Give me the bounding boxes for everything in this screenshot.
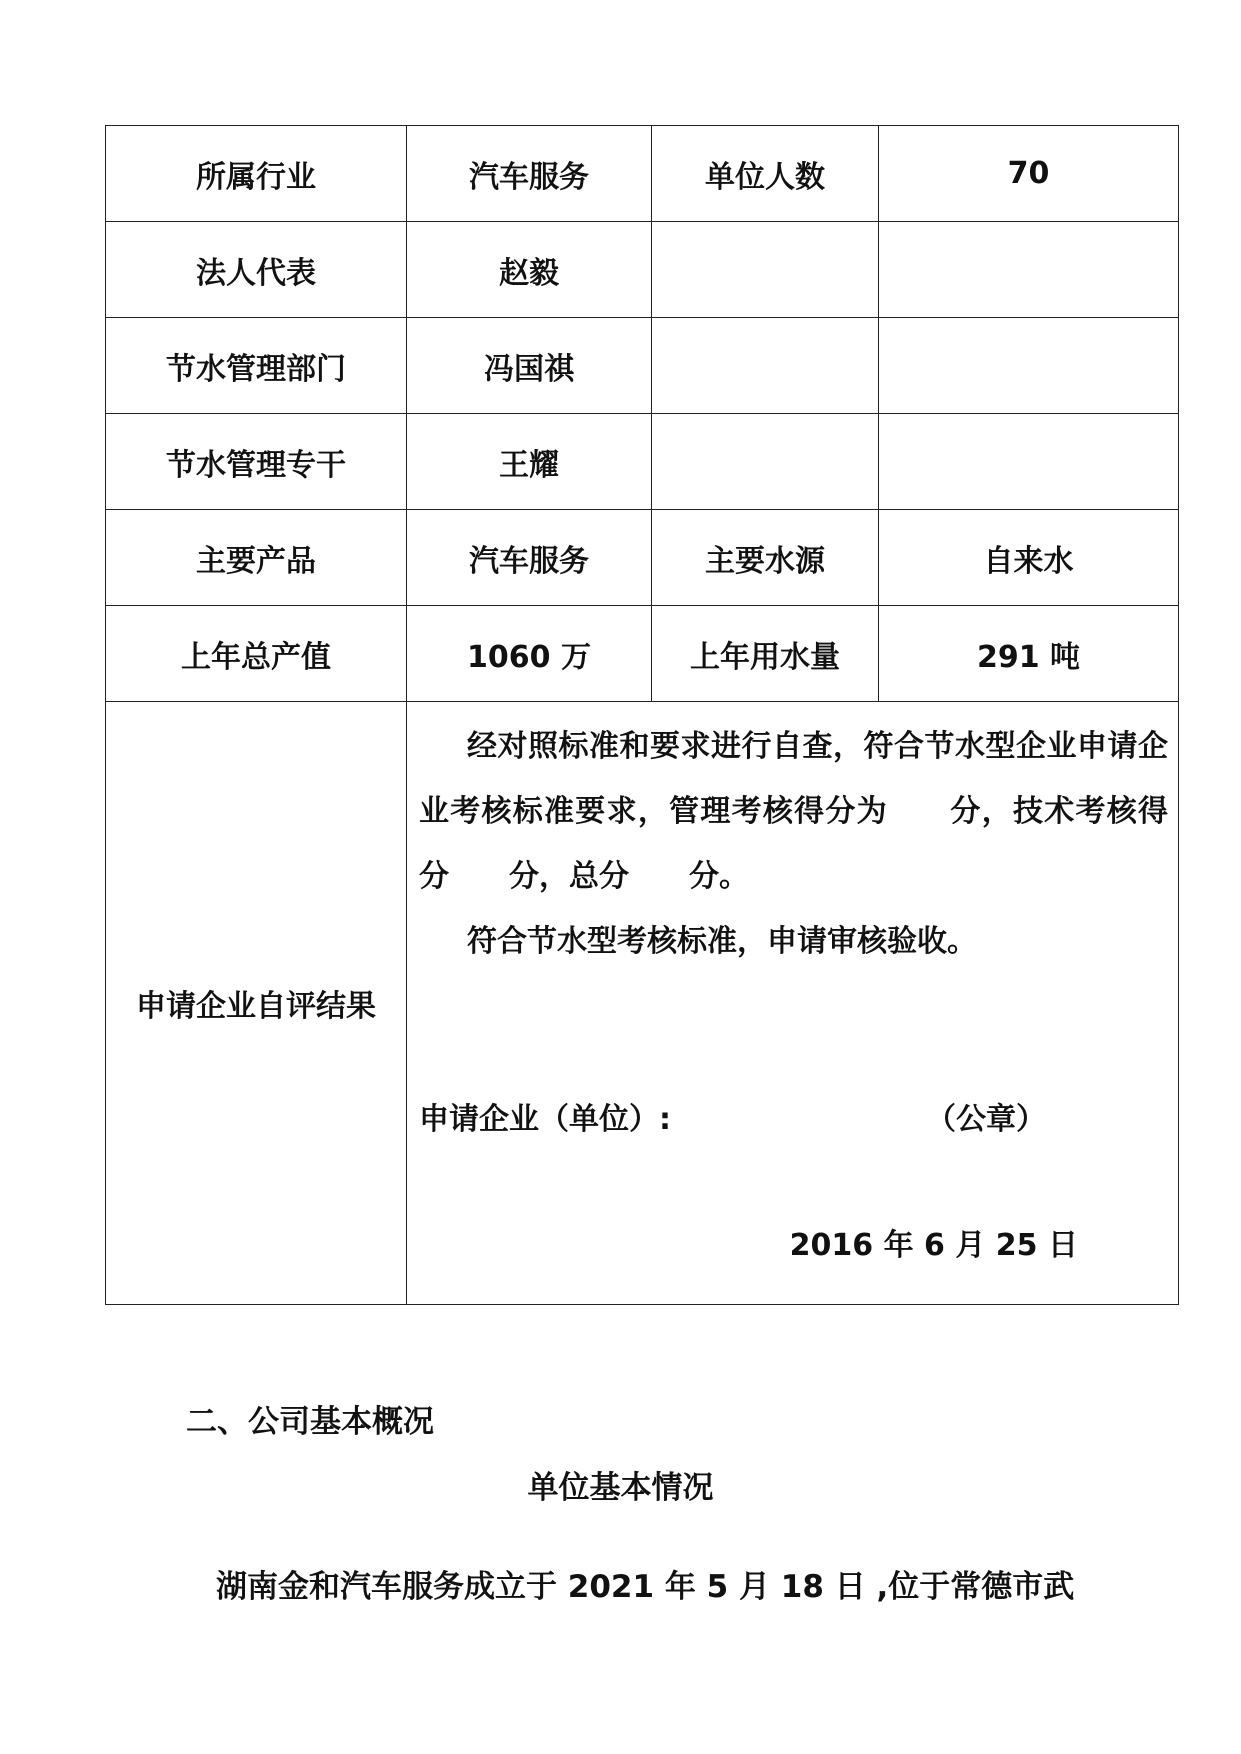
intro-paragraph: 湖南金和汽车服务成立于 2021 年 5 月 18 日 ,位于常德市武 bbox=[216, 1569, 1075, 1605]
table-cell: 节水管理部门 bbox=[106, 318, 407, 414]
table-cell: 主要水源 bbox=[652, 510, 879, 606]
table-cell: 法人代表 bbox=[106, 222, 407, 318]
table-cell bbox=[879, 222, 1179, 318]
section-subtitle: 单位基本情况 bbox=[527, 1470, 714, 1506]
table-cell bbox=[879, 318, 1179, 414]
table-cell: 291 吨 bbox=[879, 606, 1179, 702]
table-cell: 70 bbox=[879, 126, 1179, 222]
table-cell: 节水管理专干 bbox=[106, 414, 407, 510]
table-cell: 上年总产值 bbox=[106, 606, 407, 702]
table-cell: 汽车服务 bbox=[407, 126, 652, 222]
table-cell bbox=[879, 414, 1179, 510]
table-cell: 上年用水量 bbox=[652, 606, 879, 702]
table-row bbox=[106, 414, 1179, 510]
table-cell: 冯国祺 bbox=[407, 318, 652, 414]
table-cell: 赵毅 bbox=[407, 222, 652, 318]
assessment-content bbox=[407, 702, 1179, 1305]
table-cell: 王耀 bbox=[407, 414, 652, 510]
table-cell: 汽车服务 bbox=[407, 510, 652, 606]
table-row bbox=[106, 222, 1179, 318]
table-cell: 主要产品 bbox=[106, 510, 407, 606]
table-row bbox=[106, 126, 1179, 222]
assessment-text bbox=[419, 714, 1168, 974]
assessment-label: 申请企业自评结果 bbox=[106, 702, 407, 1305]
table-row bbox=[106, 510, 1179, 606]
section-heading: 二、公司基本概况 bbox=[186, 1404, 434, 1440]
applicant-seal-line: 申请企业（单位）: （公章） bbox=[419, 1102, 1046, 1137]
table-row bbox=[106, 606, 1179, 702]
table-cell bbox=[652, 414, 879, 510]
application-form-table bbox=[105, 125, 1179, 1305]
assessment-date: 2016 年 6 月 25 日 bbox=[789, 1228, 1078, 1263]
assessment-paragraph-2: 符合节水型考核标准，申请审核验收。 bbox=[467, 924, 977, 959]
assessment-paragraph-1: 经对照标准和要求进行自查，符合节水型企业申请企业考核标准要求，管理考核得分为 分，技术考核得分 分，总分 分。 bbox=[419, 729, 1168, 894]
table-cell: 单位人数 bbox=[652, 126, 879, 222]
table-row bbox=[106, 318, 1179, 414]
table-cell bbox=[652, 222, 879, 318]
table-cell bbox=[652, 318, 879, 414]
table-cell: 所属行业 bbox=[106, 126, 407, 222]
assessment-row bbox=[106, 702, 1179, 1305]
table-cell: 1060 万 bbox=[407, 606, 652, 702]
table-cell: 自来水 bbox=[879, 510, 1179, 606]
